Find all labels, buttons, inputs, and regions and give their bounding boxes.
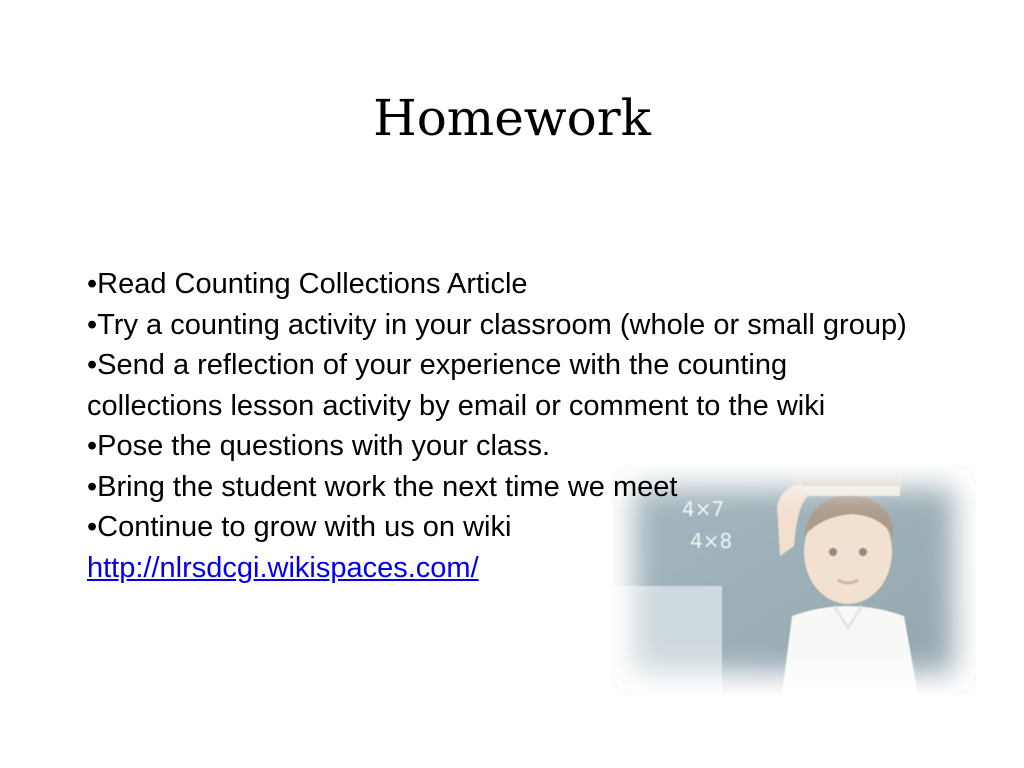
slide-title: Homework [373,89,651,147]
chalkboard-text-1: 4×7 [682,497,725,521]
wiki-link[interactable]: http://nlrsdcgi.wikispaces.com/ [87,551,479,584]
bullet-read-article: •Read Counting Collections Article [87,268,528,300]
bullet-bring-work: •Bring the student work the next time we meet [87,470,678,503]
chalkboard-text-2: 4×8 [690,529,733,553]
bullet-try-activity: •Try a counting activity in your classroom (whole or small group) [87,308,907,341]
bullet-send-reflection: •Send a reflection of your experience with the counting collections lesson activity by email or comment to the wiki [87,349,826,422]
bullet-continue-wiki: •Continue to grow with us on wiki [87,511,512,543]
bullet-pose-questions: •Pose the questions with your class. [87,430,551,462]
slide-content [87,264,927,588]
